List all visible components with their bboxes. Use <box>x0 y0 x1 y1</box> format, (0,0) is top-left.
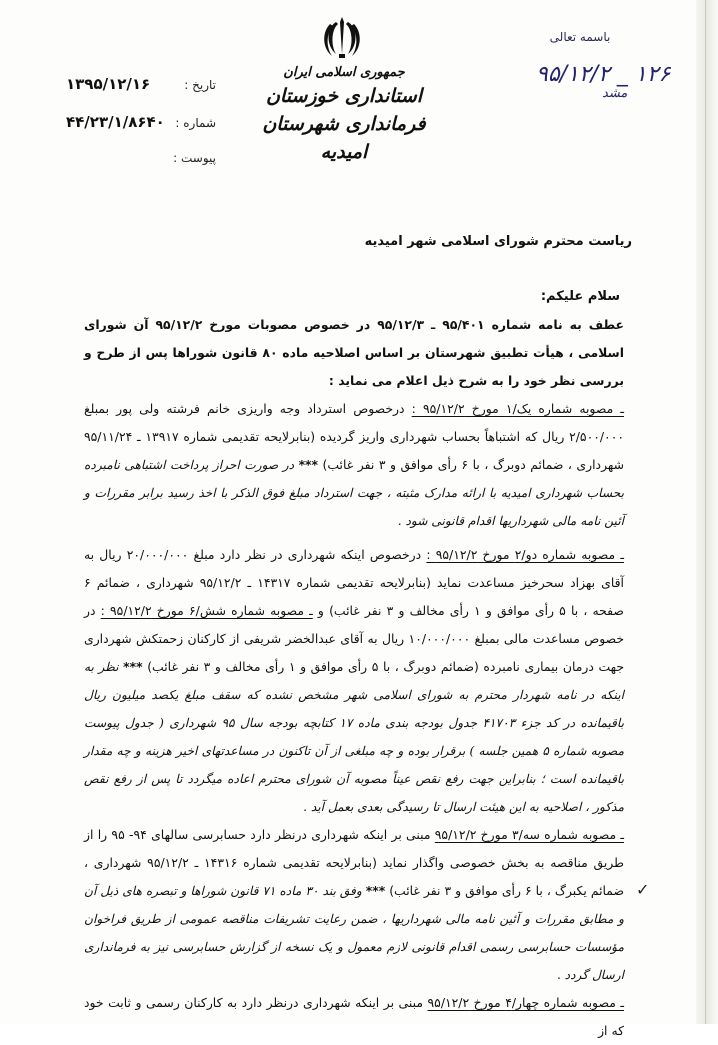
attachment-label: پیوست : <box>173 151 216 165</box>
resolution-3-decision: وفق بند ۳۰ ماده ۷۱ قانون شوراها و تبصره های ذیل آن و مطابق مقررات و آئین نامه مالی شهرداریها ، ضمن رعایت تشریفات مناقصه عمومی از طریق فراخوان مؤسسات حسابرسی رسمی اقدام قانونی لازم معمول و یک نسخه از گزارش حسابرسی نیز به فرمانداری ارسال گردد . <box>84 884 624 982</box>
number-value: ۴۴/۲۳/۱/۸۶۴۰ <box>66 113 165 131</box>
number-label: شماره : <box>175 116 216 130</box>
letterhead-province: استانداری خوزستان <box>265 85 423 107</box>
intro-paragraph: عطف به نامه شماره ۹۵/۴۰۱ ـ ۹۵/۱۲/۳ در خصوص مصوبات مورخ ۹۵/۱۲/۲ آن شورای اسلامی ، هیأت تطبیق شهرستان بر اساس اصلاحیه ماده ۸۰ قانون شوراها پس از طرح و بررسی نظر خود را به شرح ذیل اعلام می نماید : <box>84 317 625 388</box>
resolution-6-text: در خصوص مساعدت مالی بمبلغ ۱۰/۰۰۰/۰۰۰ ریال به آقای عبدالخضر شریفی از کارکنان زحمتکش شهرداری جهت درمان بیماری نامبرده (ضمائم دوبرگ ، با ۵ رأی موافق و ۱ رأی مخالف و ۳ نفر غائب) <box>84 603 625 674</box>
resolution-6-decision: نظر به اینکه در نامه شهردار محترم به شورای اسلامی شهر مشخص نشده که سقف مبلغ یکصد میلیون ریال باقیمانده در کد جزء ۴۱۷۰۳ جدول بودجه بندی ماده ۱۷ کتابچه بودجه سال ۹۵ شهرداری ( جدول پیوست مصوبه شماره ۵ همین جلسه ) برقرار بوده و چه مبلغی از آن تاکنون در مساعدتهای اخیر هزینه و چه مقدار باقیمانده است ؛ بنابراین جهت رفع نقص عیناً مصوبه آن شورای محترم اعاده میگردد تا پس از رفع نقص مذکور ، اصلاحیه به این هیئت ارسال تا رسیدگی بعدی بعمل آید . <box>84 660 624 814</box>
resolution-2 <box>84 541 624 821</box>
date-label: تاریخ : <box>184 78 216 92</box>
resolution-1-text: درخصوص استرداد وجه واریزی خانم فرشته ولی پور بمبلغ ۲/۵۰۰/۰۰۰ ریال که اشتباهاً بحساب شهرداری واریز گردیده (بنابرلایحه تقدیمی شماره ۱۳۹۱۷ ـ ۹۵/۱۱/۲۴ شهرداری ، ضمائم دوبرگ ، با ۶ رأی موافق و ۳ نفر غائب) <box>84 401 625 472</box>
recipient-line: ریاست محترم شورای اسلامی شهر امیدیه <box>364 234 632 249</box>
resolution-3-text: مبنی بر اینکه شهرداری درنظر دارد حسابرسی سالهای ۹۴- ۹۵ را از طریق مناقصه به بخش خصوصی واگذار نماید (بنابرلایحه تقدیمی شماره ۱۴۳۱۶ ـ ۹۵/۱۲/۲ شهرداری ، ضمائم یکبرگ ، با ۶ رأی موافق و ۳ نفر غائب) <box>84 827 625 898</box>
handwritten-reference: ۹۵/۱۲/۲ _ ۱۲۶ <box>536 62 671 87</box>
date-row <box>66 75 216 113</box>
resolution-join: و <box>317 603 324 618</box>
letterhead-governorate: فرمانداری شهرستان امیدیه <box>262 113 426 163</box>
resolution-2-title: ـ مصوبه شماره دو/۲ مورخ ۹۵/۱۲/۲ : <box>426 547 624 562</box>
salutation: سلام علیکم: <box>540 289 620 304</box>
letterhead <box>244 64 444 166</box>
checkmark-icon: ✓ <box>636 880 650 899</box>
attachment-row <box>66 151 216 189</box>
resolution-6-title: ـ مصوبه شماره شش/۶ مورخ ۹۵/۱۲/۲ : <box>100 603 313 618</box>
resolution-3-title: ـ مصوبه شماره سه/۳ مورخ ۹۵/۱۲/۲ <box>434 827 624 842</box>
resolution-4-text: مبنی بر اینکه شهرداری درنظر دارد به کارکنان رسمی و ثابت خود که از <box>84 995 624 1038</box>
resolution-1 <box>84 395 624 535</box>
resolution-3 <box>84 821 624 989</box>
letter-body <box>84 311 624 1045</box>
date-value: ۱۳۹۵/۱۲/۱۶ <box>66 75 151 93</box>
letterhead-country: جمهوری اسلامی ایران <box>283 65 405 80</box>
resolution-1-decision: در صورت احراز پرداخت اشتباهی نامبرده بحساب شهرداری امیدیه با ارائه مدارک مثبته ، جهت استرداد مبلغ فوق الذکر با اخذ رسید برابر مقررات و آئین نامه مالی شهرداریها اقدام قانونی شود . <box>84 458 624 528</box>
bismillah-note: باسمه تعالی <box>549 30 611 44</box>
resolution-4 <box>84 989 624 1045</box>
resolution-1-marks: *** <box>298 457 319 472</box>
number-row <box>66 113 216 151</box>
resolution-2-text: درخصوص اینکه شهرداری در نظر دارد مبلغ ۲۰/۰۰۰/۰۰۰ ریال به آقای بهزاد سحرخیز مساعدت نماید (بنابرلایحه تقدیمی شماره ۱۴۳۱۷ ـ ۹۵/۱۲/۲ شهرداری ، ضمائم ۶ صفحه ، با ۵ رأی موافق و ۱ رأی مخالف و ۳ نفر غائب) <box>84 547 624 618</box>
iran-emblem-icon <box>320 14 364 60</box>
resolution-1-title: ـ مصوبه شماره یک/۱ مورخ ۹۵/۱۲/۲ : <box>411 401 624 416</box>
handwritten-sign: مشد <box>602 86 628 101</box>
page-edge-line <box>705 0 706 1024</box>
resolution-3-marks: *** <box>365 883 386 898</box>
resolution-4-title: ـ مصوبه شماره چهار/۴ مورخ ۹۵/۱۲/۲ <box>427 995 624 1010</box>
page-edge <box>696 0 718 1024</box>
letter-meta <box>66 75 216 189</box>
resolution-6-marks: *** <box>123 659 143 674</box>
